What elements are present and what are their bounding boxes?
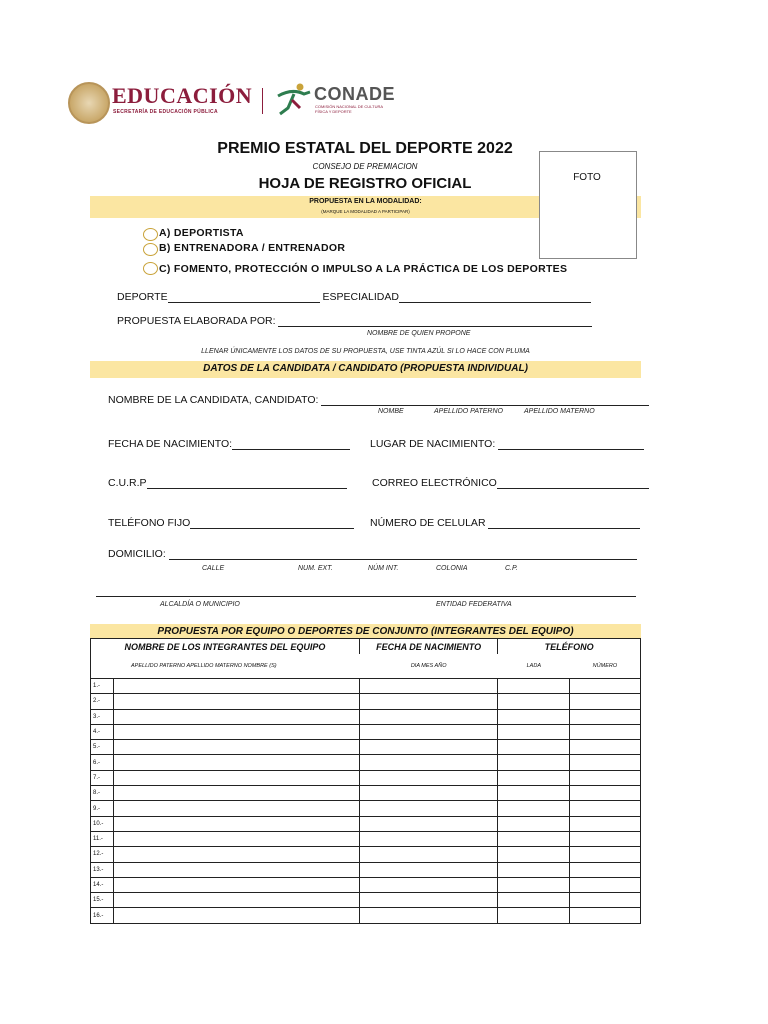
lada-cell[interactable] [498,816,570,831]
birthdate-cell[interactable] [359,709,497,724]
option-a-label: A) DEPORTISTA [159,227,244,239]
celular-input[interactable] [488,517,640,529]
telefono-label: TELÉFONO FIJO [108,517,191,529]
member-name-cell[interactable] [113,908,359,923]
table-row [91,709,641,724]
col-nombre-header: NOMBRE DE LOS INTEGRANTES DEL EQUIPO [91,639,360,655]
hint-colonia: COLONIA [436,565,468,572]
member-name-cell[interactable] [113,724,359,739]
member-name-cell[interactable] [113,831,359,846]
option-c-label: C) FOMENTO, PROTECCIÓN O IMPULSO A LA PRÁCTICA DE LOS DEPORTES [159,263,568,275]
member-name-cell[interactable] [113,679,359,694]
correo-field [372,477,649,489]
modality-note: (MARQUE LA MODALIDAD A PARTICIPAR) [321,209,410,214]
birthdate-cell[interactable] [359,831,497,846]
photo-label: FOTO [573,172,601,183]
table-row [91,694,641,709]
conade-runner-icon [274,82,314,116]
phone-number-cell[interactable] [570,862,641,877]
hint-entidad: ENTIDAD FEDERATIVA [436,601,512,608]
member-name-cell[interactable] [113,709,359,724]
hint-apellido-paterno: APELLIDO PATERNO [434,408,503,415]
hint-calle: CALLE [202,565,225,572]
sub-nombre: APELLIDO PATERNO APELLIDO MATERNO NOMBRE (S) [91,654,360,679]
team-table [90,638,641,924]
modality-heading: PROPUESTA EN LA MODALIDAD: [309,198,422,205]
lugar-label: LUGAR DE NACIMIENTO: [370,438,496,450]
sub-numero: NÚMERO [570,654,641,679]
lada-cell[interactable] [498,770,570,785]
alcaldia-entidad-input[interactable] [96,596,636,597]
birthdate-cell[interactable] [359,862,497,877]
sub-lada: LADA [498,654,570,679]
table-row [91,877,641,892]
birthdate-cell[interactable] [359,740,497,755]
member-name-cell[interactable] [113,694,359,709]
member-name-cell[interactable] [113,893,359,908]
correo-label: CORREO ELECTRÓNICO [372,477,497,489]
celular-label: NÚMERO DE CELULAR [370,517,486,529]
phone-number-cell[interactable] [570,801,641,816]
member-name-cell[interactable] [113,755,359,770]
nombre-label: NOMBRE DE LA CANDIDATA, CANDIDATO: [108,394,319,406]
hint-num-int: NÚM INT. [368,565,399,572]
lada-cell[interactable] [498,786,570,801]
table-row [91,679,641,694]
birthdate-cell[interactable] [359,877,497,892]
birthdate-cell[interactable] [359,770,497,785]
team-heading: PROPUESTA POR EQUIPO O DEPORTES DE CONJUNTO (INTEGRANTES DEL EQUIPO) [157,626,574,637]
page-title: PREMIO ESTATAL DEL DEPORTE 2022 [217,140,513,157]
logo-divider [262,88,263,114]
curp-input[interactable] [147,477,347,489]
educacion-seal-icon [68,82,110,124]
domicilio-label: DOMICILIO: [108,548,166,560]
team-subheader-row [91,654,641,679]
propuesta-label: PROPUESTA ELABORADA POR: [117,315,276,327]
lada-cell[interactable] [498,755,570,770]
row-number: 9.- [91,801,114,816]
correo-input[interactable] [497,477,649,489]
instruction-text: LLENAR ÚNICAMENTE LOS DATOS DE SU PROPUESTA, USE TINTA AZÚL SI LO HACE CON PLUMA [201,348,530,355]
nombre-input[interactable] [321,394,649,406]
photo-box[interactable] [539,151,637,259]
birthdate-cell[interactable] [359,816,497,831]
council-label: CONSEJO DE PREMIACION [312,162,418,171]
telefono-input[interactable] [190,517,354,529]
nombre-field [108,394,649,406]
table-row [91,755,641,770]
member-name-cell[interactable] [113,740,359,755]
lugar-input[interactable] [498,438,644,450]
row-number: 12.- [91,847,114,862]
member-name-cell[interactable] [113,816,359,831]
row-number: 3.- [91,709,114,724]
phone-number-cell[interactable] [570,831,641,846]
birthdate-cell[interactable] [359,786,497,801]
lada-cell[interactable] [498,831,570,846]
member-name-cell[interactable] [113,770,359,785]
deporte-input[interactable] [168,291,320,303]
phone-number-cell[interactable] [570,724,641,739]
lada-cell[interactable] [498,801,570,816]
row-number: 7.- [91,770,114,785]
hint-num-ext: NUM. EXT. [298,565,333,572]
fecha-label: FECHA DE NACIMIENTO: [108,438,233,450]
educacion-sub: SECRETARÍA DE EDUCACIÓN PÚBLICA [113,109,218,115]
especialidad-label: ESPECIALIDAD [322,291,399,303]
telefono-field [108,517,354,529]
table-row [91,847,641,862]
birthdate-cell[interactable] [359,679,497,694]
phone-number-cell[interactable] [570,893,641,908]
member-name-cell[interactable] [113,786,359,801]
birthdate-cell[interactable] [359,694,497,709]
document-subtitle: HOJA DE REGISTRO OFICIAL [258,175,472,192]
member-name-cell[interactable] [113,877,359,892]
table-row [91,816,641,831]
table-row [91,831,641,846]
team-header-row [91,639,641,655]
propuesta-input[interactable] [278,315,592,327]
phone-number-cell[interactable] [570,740,641,755]
deporte-field [117,291,591,303]
row-number: 13.- [91,862,114,877]
row-number: 15.- [91,893,114,908]
hint-nombre: NOMBE [378,408,404,415]
lada-cell[interactable] [498,877,570,892]
row-number: 11.- [91,831,114,846]
table-row [91,740,641,755]
hint-alcaldia: ALCALDÍA O MUNICIPIO [160,601,240,608]
lada-cell[interactable] [498,724,570,739]
phone-number-cell[interactable] [570,786,641,801]
team-rows [91,679,641,924]
phone-number-cell[interactable] [570,694,641,709]
table-row [91,724,641,739]
row-number: 4.- [91,724,114,739]
lada-cell[interactable] [498,893,570,908]
table-row [91,862,641,877]
option-c-radio[interactable] [143,262,158,275]
domicilio-field [108,548,637,560]
option-b-radio[interactable] [143,243,158,256]
educacion-logo: EDUCACIÓN [112,83,253,108]
quien-propone-hint: NOMBRE DE QUIEN PROPONE [367,330,471,337]
member-name-cell[interactable] [113,847,359,862]
table-row [91,770,641,785]
hint-cp: C.P. [505,565,518,572]
birthdate-cell[interactable] [359,908,497,923]
row-number: 8.- [91,786,114,801]
phone-number-cell[interactable] [570,877,641,892]
table-row [91,908,641,923]
hint-apellido-materno: APELLIDO MATERNO [524,408,595,415]
lada-cell[interactable] [498,847,570,862]
conade-sub: COMISIÓN NACIONAL DE CULTURA FÍSICA Y DEPORTE [315,104,383,114]
deporte-label: DEPORTE [117,291,168,303]
especialidad-input[interactable] [399,291,591,303]
sub-fecha: DIA MES AÑO [359,654,497,679]
col-tel-header: TELÉFONO [498,639,641,655]
individual-heading: DATOS DE LA CANDIDATA / CANDIDATO (PROPUESTA INDIVIDUAL) [203,363,528,374]
member-name-cell[interactable] [113,801,359,816]
phone-number-cell[interactable] [570,755,641,770]
row-number: 2.- [91,694,114,709]
option-a-radio[interactable] [143,228,158,241]
phone-number-cell[interactable] [570,679,641,694]
birthdate-cell[interactable] [359,724,497,739]
row-number: 5.- [91,740,114,755]
birthdate-cell[interactable] [359,755,497,770]
phone-number-cell[interactable] [570,709,641,724]
phone-number-cell[interactable] [570,816,641,831]
phone-number-cell[interactable] [570,908,641,923]
birthdate-cell[interactable] [359,847,497,862]
lada-cell[interactable] [498,679,570,694]
row-number: 16.- [91,908,114,923]
fecha-input[interactable] [232,438,350,450]
row-number: 10.- [91,816,114,831]
birthdate-cell[interactable] [359,801,497,816]
row-number: 14.- [91,877,114,892]
curp-label: C.U.R.P [108,477,147,489]
option-b-label: B) ENTRENADORA / ENTRENADOR [159,242,346,254]
col-fecha-header: FECHA DE NACIMIENTO [359,639,497,655]
lada-cell[interactable] [498,709,570,724]
table-row [91,786,641,801]
birthdate-cell[interactable] [359,893,497,908]
lugar-field [370,438,644,450]
curp-field [108,477,347,489]
lada-cell[interactable] [498,694,570,709]
row-number: 1.- [91,679,114,694]
fecha-field [108,438,350,450]
table-row [91,801,641,816]
phone-number-cell[interactable] [570,770,641,785]
lada-cell[interactable] [498,862,570,877]
lada-cell[interactable] [498,740,570,755]
conade-logo: CONADE [314,84,396,104]
domicilio-input[interactable] [169,548,637,560]
phone-number-cell[interactable] [570,847,641,862]
lada-cell[interactable] [498,908,570,923]
propuesta-field [117,315,592,327]
member-name-cell[interactable] [113,862,359,877]
table-row [91,893,641,908]
row-number: 6.- [91,755,114,770]
celular-field [370,517,640,529]
